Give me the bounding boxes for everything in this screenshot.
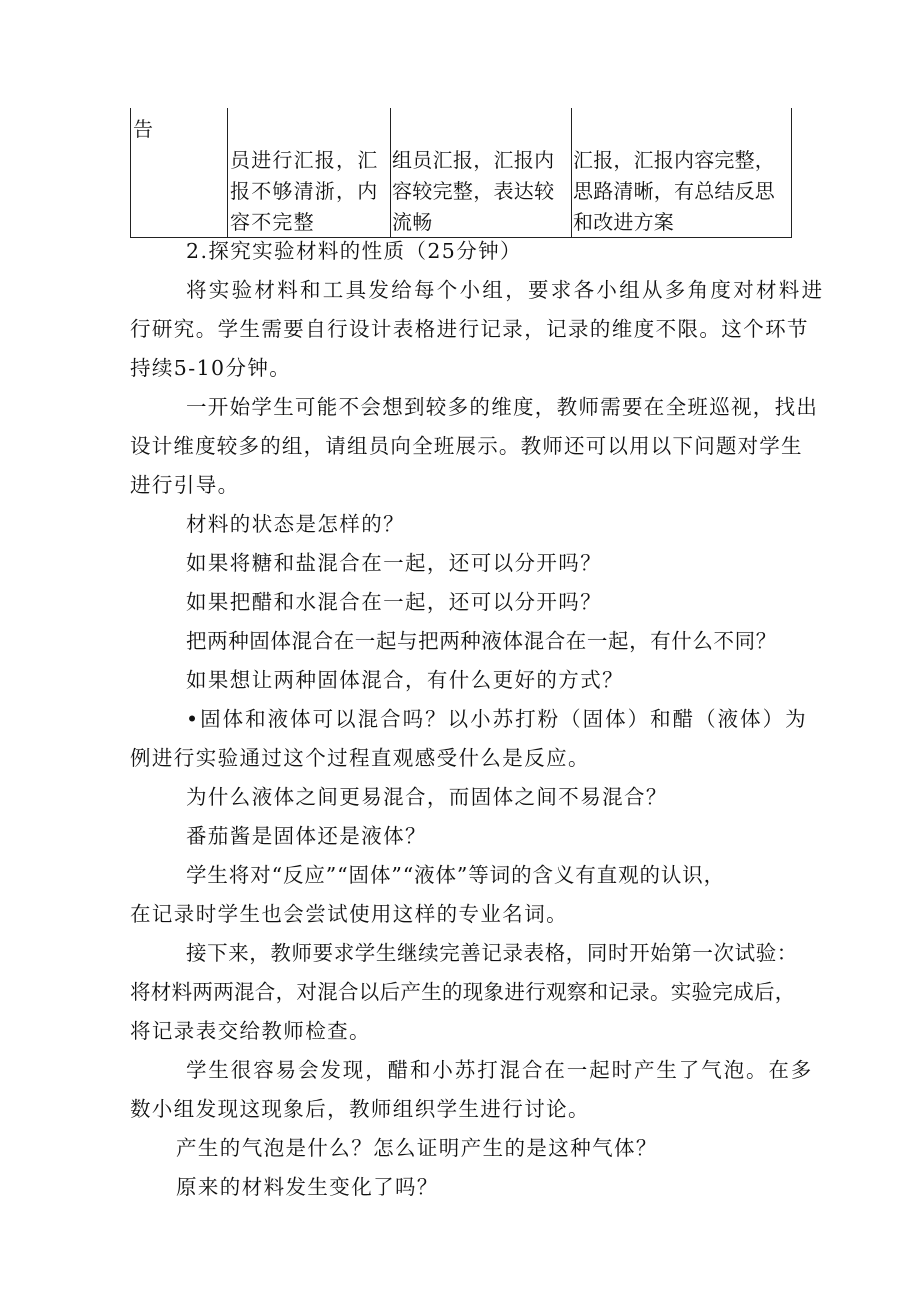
table-cell-col3-line2: 容较完整，表达较 bbox=[392, 179, 555, 203]
section-heading: 2.探究实验材料的性质（25分钟） bbox=[186, 239, 522, 263]
question-line: 原来的材料发生变化了吗？ bbox=[176, 1175, 439, 1199]
question-line: 材料的状态是怎样的？ bbox=[186, 512, 405, 536]
table-cell-col4-line3: 和改进方案 bbox=[573, 210, 674, 234]
table-cell-col4-line2: 思路清晰，有总结反思 bbox=[573, 179, 775, 203]
table-cell-col3-line3: 流畅 bbox=[392, 210, 433, 234]
question-line: 如果把醋和水混合在一起，还可以分开吗？ bbox=[186, 590, 603, 614]
table-border-right bbox=[791, 108, 792, 238]
paragraph-line: 学生将对“反应”“固体”“液体”等词的含义有直观的认识， bbox=[186, 863, 726, 887]
table-divider-1 bbox=[227, 108, 228, 238]
table-divider-2 bbox=[390, 108, 391, 238]
paragraph-line: 一开始学生可能不会想到较多的维度，教师需要在全班巡视，找出 bbox=[186, 395, 819, 419]
table-divider-3 bbox=[571, 108, 572, 238]
question-line: 为什么液体之间更易混合，而固体之间不易混合？ bbox=[186, 785, 668, 809]
paragraph-line: 进行引导。 bbox=[130, 473, 240, 497]
table-cell-col2-line2: 报不够清浙，内 bbox=[230, 179, 379, 203]
paragraph-line: 设计维度较多的组，请组员向全班展示。教师还可以用以下问题对学生 bbox=[130, 434, 803, 458]
paragraph-line: 接下来，教师要求学生继续完善记录表格，同时开始第一次试验： bbox=[186, 941, 798, 965]
paragraph-line: 将记录表交给教师检查。 bbox=[130, 1019, 371, 1043]
paragraph-line: 在记录时学生也会尝试使用这样的专业名词。 bbox=[130, 902, 568, 926]
table-cell-col2-line1: 员进行汇报，汇 bbox=[230, 148, 379, 172]
question-line: 番茄酱是固体还是液体？ bbox=[186, 824, 427, 848]
question-line: 如果想让两种固体混合，有什么更好的方式？ bbox=[186, 668, 624, 692]
evaluation-table bbox=[130, 108, 792, 238]
paragraph-line: 将材料两两混合，对混合以后产生的现象进行观察和记录。实验完成后， bbox=[130, 980, 796, 1004]
question-line: 产生的气泡是什么？怎么证明产生的是这种气体？ bbox=[176, 1136, 658, 1160]
paragraph-line: 将实验材料和工具发给每个小组，要求各小组从多角度对材料进 bbox=[186, 278, 825, 302]
table-cell-col4-line1: 汇报，汇报内容完整， bbox=[573, 148, 775, 172]
paragraph-line: 学生很容易会发现，醋和小苏打混合在一起时产生了气泡。在多 bbox=[186, 1058, 814, 1082]
table-cell-col2-line3: 容不完整 bbox=[230, 210, 315, 234]
table-cell-col3-line1: 组员汇报，汇报内 bbox=[392, 148, 555, 172]
bullet-line: •固体和液体可以混合吗？以小苏打粉（固体）和醋（液体）为 bbox=[186, 707, 808, 731]
paragraph-line: 例进行实验通过这个过程直观感受什么是反应。 bbox=[130, 746, 590, 770]
question-line: 如果将糖和盐混合在一起，还可以分开吗？ bbox=[186, 551, 603, 575]
paragraph-line: 持续5-10分钟。 bbox=[130, 356, 292, 380]
table-cell-col1-line1: 告 bbox=[133, 117, 155, 141]
paragraph-line: 行研究。学生需要自行设计表格进行记录，记录的维度不限。这个环节 bbox=[130, 317, 809, 341]
table-border-left bbox=[130, 108, 131, 238]
paragraph-line: 数小组发现这现象后，教师组织学生进行讨论。 bbox=[130, 1097, 590, 1121]
question-line: 把两种固体混合在一起与把两种液体混合在一起，有什么不同？ bbox=[186, 629, 777, 653]
